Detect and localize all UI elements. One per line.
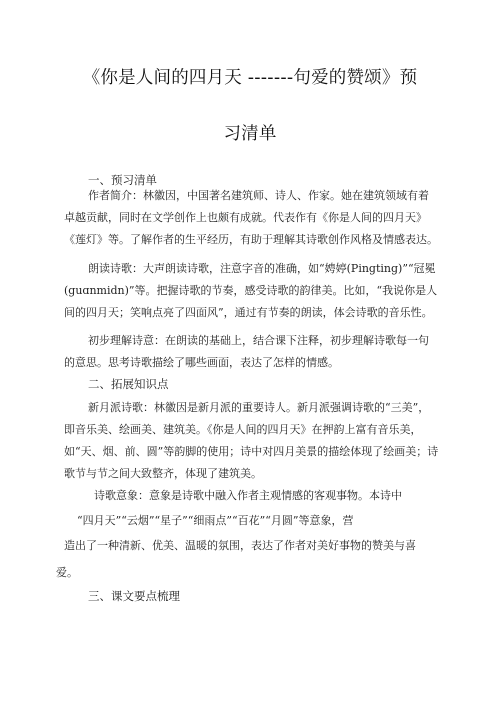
paragraph-author-intro: 作者简介：林徽因，中国著名建筑师、诗人、作家。她在建筑领域有着卓越贡献，同时在文学创作上也颇有成就。代表作有《你是人间的四月天》《莲灯》等。了解作者的生平经历，有助于理解其诗歌创作风格及情感表达。 — [64, 189, 438, 246]
title-line-2: 习清单 — [223, 124, 277, 144]
imagery-line-3: 造出了一种清新、优美、温暖的氛围，表达了作者对美好事物的赞美与喜 — [64, 539, 416, 552]
title-line-1: 《你是人间的四月天 -------句爱的赞颂》预 — [82, 68, 418, 88]
paragraph-initial-understanding: 初步理解诗意：在朗读的基础上，结合课下注释，初步理解诗歌每一句的意思。思考诗歌描绘了哪些画面，表达了怎样的情感。 — [64, 334, 429, 369]
imagery-line-1: 诗歌意象：意象是诗歌中融入作者主观情感的客观事物。本诗中 — [94, 489, 402, 502]
section-heading-preview: 一、预习清单 — [88, 173, 157, 187]
imagery-line-2: “四月天”“云烟”“星子”“细雨点”“百花”“月圆”等意象，营 — [77, 514, 354, 527]
paragraph-crescent-school: 新月派诗歌：林徽因是新月派的重要诗人。新月派强调诗歌的“三美”，即音乐美、绘画美、建筑美。《你是人间的四月天》在押韵上富有音乐美，如“天、烟、前、圆”等韵脚的使用；诗中对四月美景的描绘体现了绘画美；诗歌节与节之间大致整齐，体现了建筑美。 — [64, 401, 439, 480]
section-heading-extension: 二、拓展知识点 — [88, 377, 169, 391]
paragraph-reading-aloud: 朗读诗歌：大声朗读诗歌，注意字音的准确，如“娉婷(Pingting)”“冠冕(guɑnmidn)”等。把握诗歌的节奏，感受诗歌的韵律美。比如，“我说你是人间的四月天；笑响点亮了四面风”，通过有节奏的朗读，体会诗歌的音乐性。 — [64, 262, 438, 319]
section-heading-key-points: 三、课文要点梳理 — [88, 589, 180, 603]
imagery-line-4: 爱。 — [56, 566, 78, 579]
